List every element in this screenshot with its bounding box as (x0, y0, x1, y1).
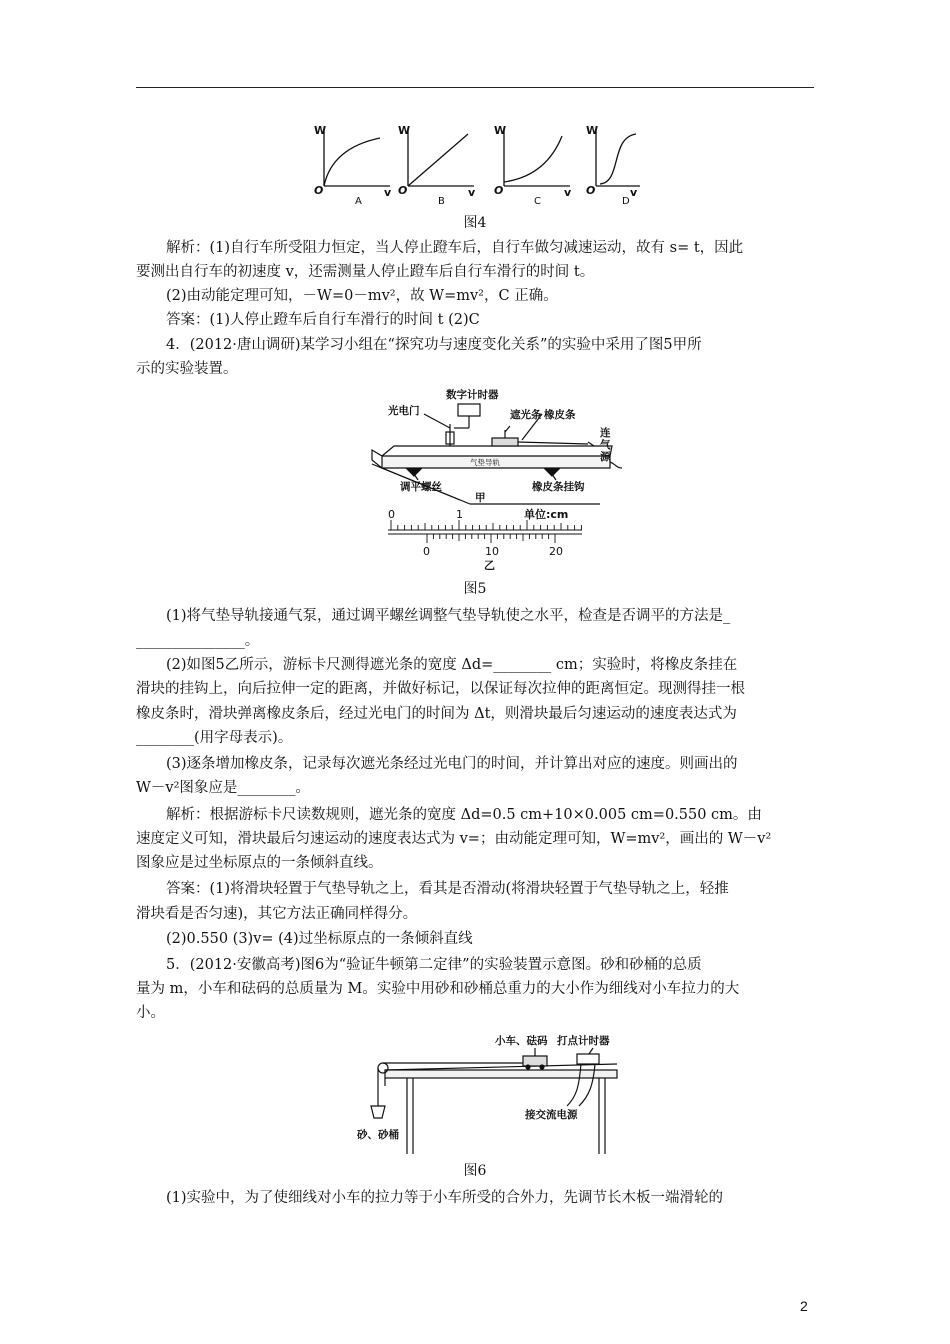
origin-label: O (586, 184, 596, 197)
q5-intro-line3: 小。 (136, 1005, 165, 1021)
panel-label-d: D (622, 196, 630, 206)
q4-part2-line2: 滑块的挂钩上，向后拉伸一定的距离，并做好标记，以保证每次拉伸的距离恒定。现测得挂一根 (136, 681, 745, 697)
q4-answer-line1: 答案：(1)将滑块轻置于气垫导轨之上，看其是否滑动(将滑块轻置于气垫导轨之上，轻推 (166, 881, 729, 897)
q4-answer-line2: 滑块看是否匀速)，其它方法正确同样得分。 (136, 906, 418, 922)
figure-4-caption: 图4 (463, 215, 487, 231)
label-leveling-screw: 调平螺丝 (400, 481, 442, 493)
axis-w-label: W (314, 124, 327, 137)
q4-part2-line1: (2)如图5乙所示，游标卡尺测得遮光条的宽度 Δd=________ cm；实验时，将橡皮条挂在 (166, 657, 738, 673)
main-scale-1: 1 (456, 508, 463, 521)
figure-6-caption: 图6 (463, 1163, 487, 1179)
label-digital-timer: 数字计时器 (446, 389, 499, 401)
q3-analysis-line3: (2)由动能定理可知，－W=0－mv²，故 W=mv²，C 正确。 (166, 288, 558, 304)
vernier-scale-10: 10 (485, 545, 499, 558)
label-air-source: 连气源 (600, 427, 611, 463)
label-cart-weights: 小车、砝码 (495, 1035, 548, 1047)
label-rubber-hook: 橡皮条挂钩 (532, 481, 585, 493)
figure-6-apparatus (355, 1026, 625, 1156)
q3-analysis-line1: 解析：(1)自行车所受阻力恒定，当人停止蹬车后，自行车做匀减速运动，故有 s= t，因此 (166, 240, 744, 256)
label-shade-strip: 遮光条 (510, 409, 542, 421)
label-rubber-band: 橡皮条 (544, 409, 576, 421)
label-photo-gate: 光电门 (388, 405, 420, 417)
header-rule (136, 87, 814, 88)
q4-part3-line2: W－v²图象应是________。 (136, 780, 310, 796)
origin-label: O (314, 184, 324, 197)
label-unit: 单位:cm (524, 508, 569, 521)
label-ticker-timer: 打点计时器 (557, 1035, 610, 1047)
q4-analysis-line1: 解析：根据游标卡尺读数规则，遮光条的宽度 Δd=0.5 cm+10×0.005 cm=0.550 cm。由 (166, 807, 762, 823)
figure-4-graphs (310, 120, 640, 206)
q4-analysis-line3: 图象应是过坐标原点的一条倾斜直线。 (136, 855, 383, 871)
q4-part2-line4: ________(用字母表示)。 (136, 730, 293, 746)
q3-analysis-line2: 要测出自行车的初速度 v，还需测量人停止蹬车后自行车滑行的时间 t。 (136, 264, 595, 280)
page-number: 2 (800, 1298, 808, 1314)
panel-label-b: B (438, 196, 445, 206)
q3-answer: 答案：(1)人停止蹬车后自行车滑行的时间 t (2)C (166, 312, 480, 328)
label-ac-power: 接交流电源 (525, 1109, 578, 1121)
origin-label: O (398, 184, 408, 197)
panel-label-a: A (355, 196, 362, 206)
main-scale-0: 0 (388, 508, 395, 521)
vernier-scale-0: 0 (423, 545, 430, 558)
figure-5-apparatus (360, 384, 630, 574)
label-air-track: 气垫导轨 (470, 458, 500, 467)
vernier-scale-20: 20 (549, 545, 563, 558)
origin-label: O (494, 184, 504, 197)
figure-5-caption: 图5 (463, 581, 487, 597)
label-jia: 甲 (475, 492, 486, 504)
label-yi: 乙 (484, 559, 495, 572)
q5-part1-line1: (1)实验中，为了使细线对小车的拉力等于小车所受的合外力，先调节长木板一端滑轮的 (166, 1190, 724, 1206)
q5-intro-line1: 5．(2012·安徽高考)图6为“验证牛顿第二定律”的实验装置示意图。砂和砂桶的总质 (166, 957, 702, 973)
axis-v-label: v (468, 186, 476, 199)
axis-w-label: W (494, 124, 507, 137)
q5-intro-line2: 量为 m，小车和砝码的总质量为 M。实验中用砂和砂桶总重力的大小作为细线对小车拉力的大 (136, 981, 740, 997)
q4-answer-line3: (2)0.550 (3)v= (4)过坐标原点的一条倾斜直线 (166, 931, 473, 947)
panel-label-c: C (534, 196, 541, 206)
q4-part1-line2: _______________。 (136, 633, 260, 649)
label-sand-bucket: 砂、砂桶 (357, 1129, 399, 1141)
q4-part3-line1: (3)逐条增加橡皮条，记录每次遮光条经过光电门的时间，并计算出对应的速度。则画出的 (166, 756, 738, 772)
q4-intro-line1: 4．(2012·唐山调研)某学习小组在“探究功与速度变化关系”的实验中采用了图5甲所 (166, 337, 702, 353)
q4-analysis-line2: 速度定义可知，滑块最后匀速运动的速度表达式为 v=；由动能定理可知，W=mv²，画出的 W－v² (136, 831, 772, 847)
q4-part1-line1: (1)将气垫导轨接通气泵，通过调平螺丝调整气垫导轨使之水平，检查是否调平的方法是_ (166, 608, 731, 624)
axis-w-label: W (586, 124, 599, 137)
axis-v-label: v (564, 186, 572, 199)
axis-v-label: v (384, 186, 392, 199)
axis-w-label: W (398, 124, 411, 137)
q4-intro-line2: 示的实验装置。 (136, 361, 238, 377)
axis-v-label: v (630, 186, 638, 199)
q4-part2-line3: 橡皮条时，滑块弹离橡皮条后，经过光电门的时间为 Δt，则滑块最后匀速运动的速度表达式为 (136, 706, 737, 722)
